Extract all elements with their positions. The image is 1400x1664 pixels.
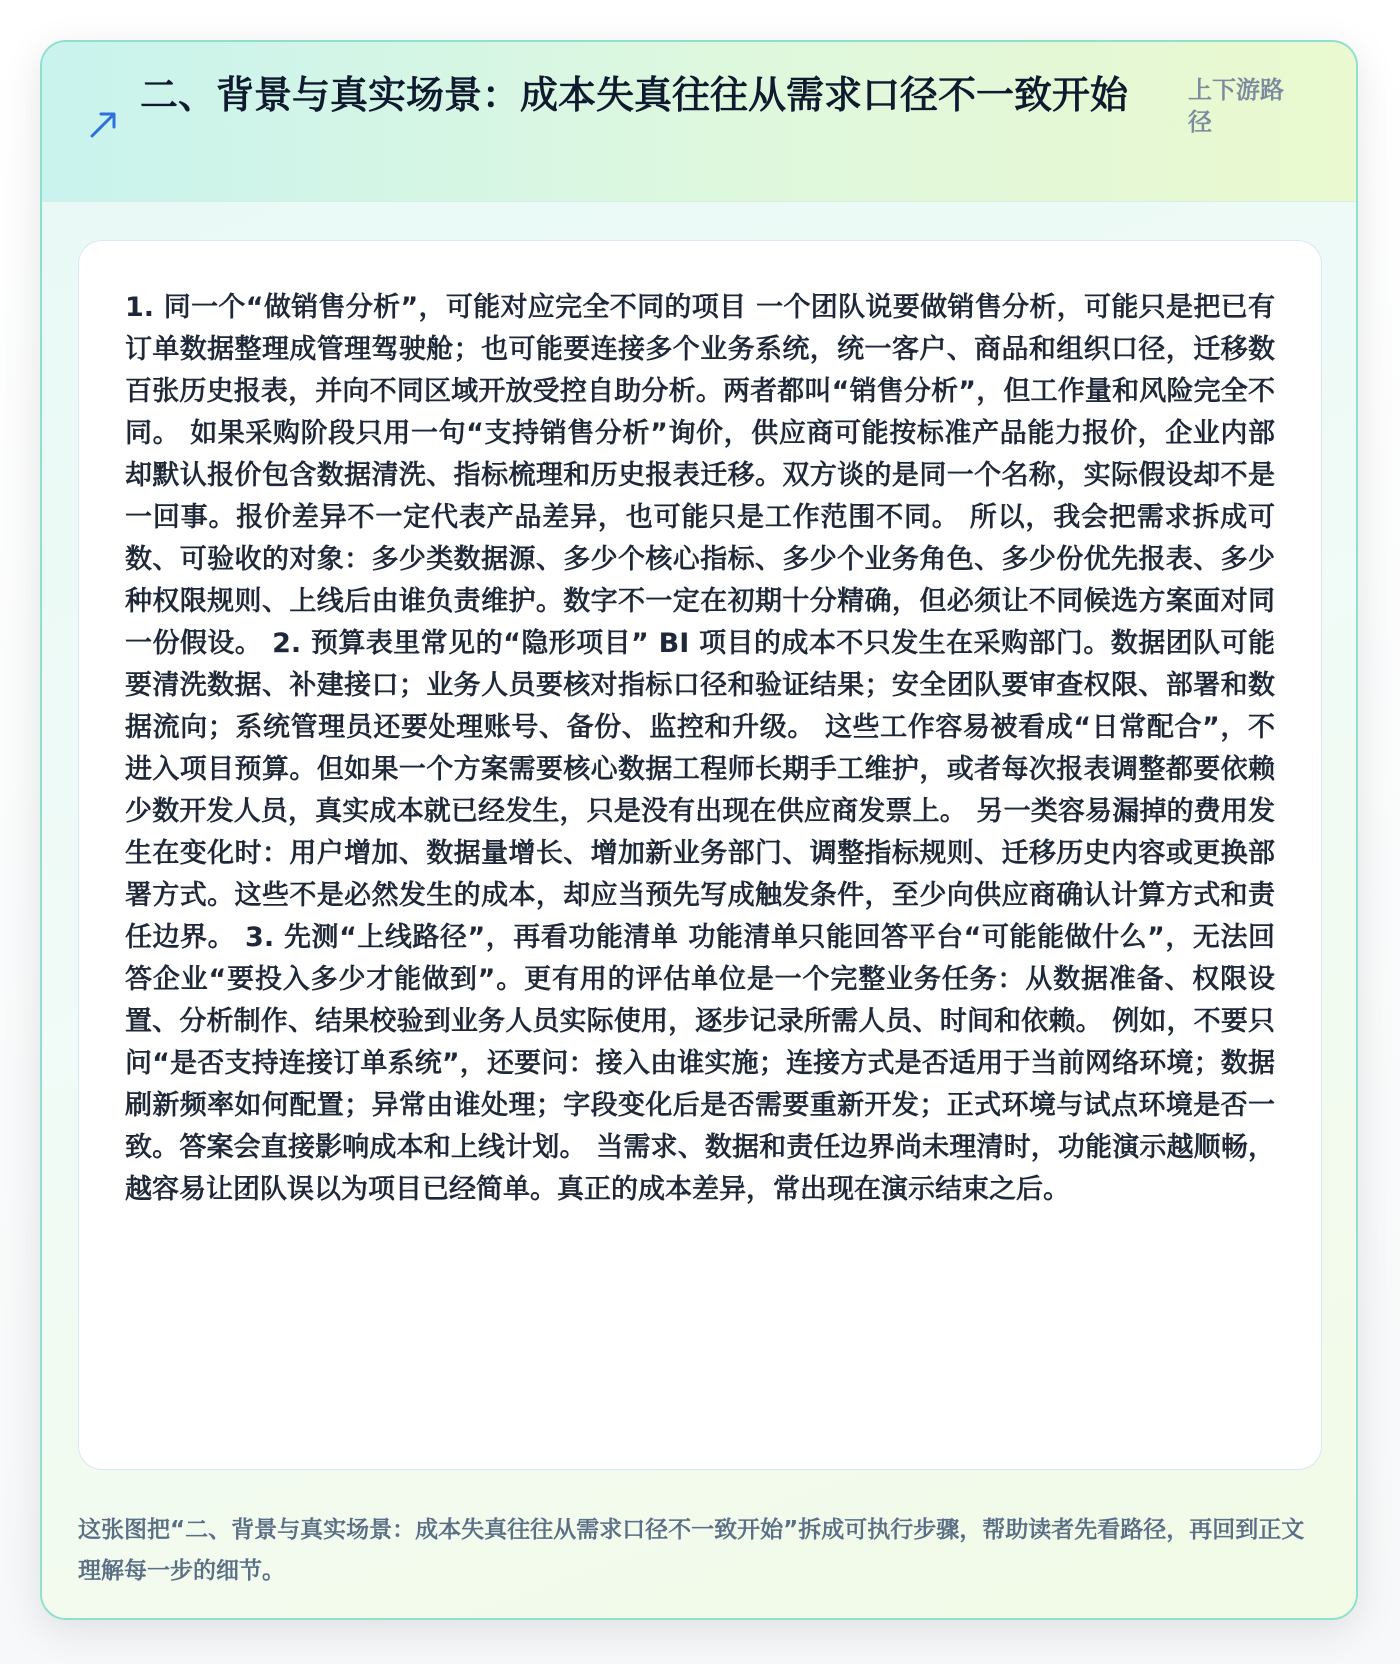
arrow-up-right-icon	[86, 108, 120, 142]
figure-card	[40, 40, 1358, 1620]
card-title: 二、背景与真实场景：成本失真往往从需求口径不一致开始	[140, 73, 1129, 117]
card-header	[42, 42, 1356, 202]
content-panel	[78, 240, 1322, 1470]
figure-caption: 这张图把“二、背景与真实场景：成本失真往往从需求口径不一致开始”拆成可执行步骤，帮助读者先看路径，再回到正文理解每一步的细节。	[78, 1517, 1305, 1584]
upstream-downstream-link[interactable]: 上下游路径	[1188, 76, 1284, 136]
body-text: 1. 同一个“做销售分析”，可能对应完全不同的项目 一个团队说要做销售分析，可能只是把已有订单数据整理成管理驾驶舱；也可能要连接多个业务系统，统一客户、商品和组织口径，迁移数百张历史报表，并向不同区域开放受控自助分析。两者都叫“销售分析”，但工作量和风险完全不同。 如果采购阶段只用一句“支持销售分析”询价，供应商可能按标准产品能力报价，企业内部却默认报价包含数据清洗、指标梳理和历史报表迁移。双方谈的是同一个名称，实际假设却不是一回事。报价差异不一定代表产品差异，也可能只是工作范围不同。 所以，我会把需求拆成可数、可验收的对象：多少类数据源、多少个核心指标、多少个业务角色、多少份优先报表、多少种权限规则、上线后由谁负责维护。数字不一定在初期十分精确，但必须让不同候选方案面对同一份假设。 2. 预算表里常见的“隐形项目” BI 项目的成本不只发生在采购部门。数据团队可能要清洗数据、补建接口；业务人员要核对指标口径和验证结果；安全团队要审查权限、部署和数据流向；系统管理员还要处理账号、备份、监控和升级。 这些工作容易被看成“日常配合”，不进入项目预算。但如果一个方案需要核心数据工程师长期手工维护，或者每次报表调整都要依赖少数开发人员，真实成本就已经发生，只是没有出现在供应商发票上。 另一类容易漏掉的费用发生在变化时：用户增加、数据量增长、增加新业务部门、调整指标规则、迁移历史内容或更换部署方式。这些不是必然发生的成本，却应当预先写成触发条件，至少向供应商确认计算方式和责任边界。 3. 先测“上线路径”，再看功能清单 功能清单只能回答平台“可能能做什么”，无法回答企业“要投入多少才能做到”。更有用的评估单位是一个完整业务任务：从数据准备、权限设置、分析制作、结果校验到业务人员实际使用，逐步记录所需人员、时间和依赖。 例如，不要只问“是否支持连接订单系统”，还要问：接入由谁实施；连接方式是否适用于当前网络环境；数据刷新频率如何配置；异常由谁处理；字段变化后是否需要重新开发；正式环境与试点环境是否一致。答案会直接影响成本和上线计划。 当需求、数据和责任边界尚未理清时，功能演示越顺畅，越容易让团队误以为项目已经简单。真正的成本差异，常出现在演示结束之后。	[125, 292, 1275, 1205]
